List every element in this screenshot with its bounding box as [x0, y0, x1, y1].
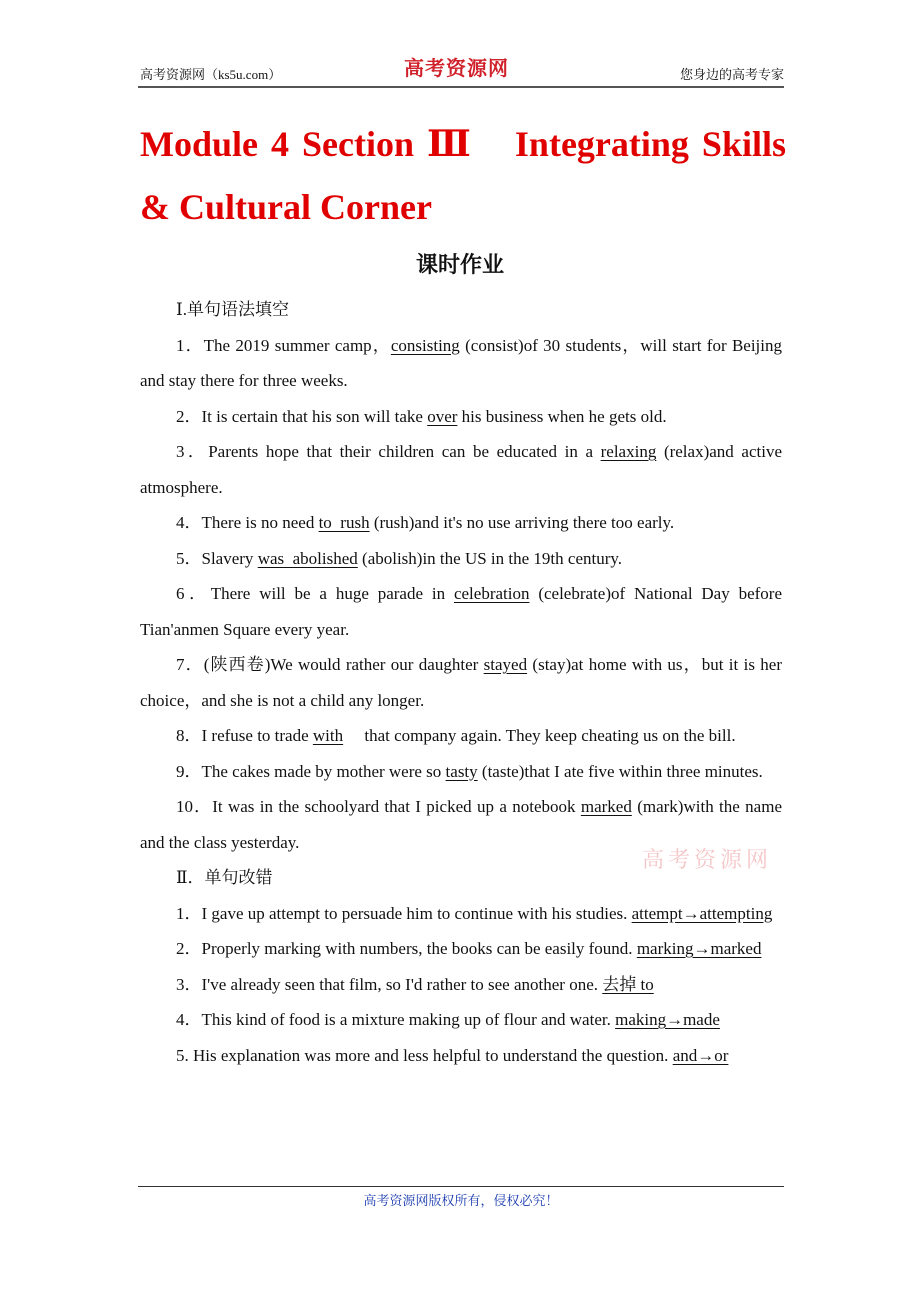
item-text: 5. His explanation was more and less helpful to understand the question. [176, 1045, 673, 1065]
exercise-item [140, 399, 782, 435]
item-answer: relaxing [600, 442, 657, 461]
item-text: 10．It was in the schoolyard that I picked up a notebook [176, 797, 581, 816]
item-answer: to rush [318, 513, 370, 532]
item-answer: marking→marked [636, 939, 762, 958]
exercise-item [140, 328, 782, 399]
item-text: 4．There is no need [176, 513, 319, 532]
item-answer: was abolished [257, 548, 358, 568]
item-text: 1．The 2019 summer camp， [176, 335, 391, 355]
section-2-items [140, 896, 782, 1074]
exercise-body [140, 292, 782, 1073]
item-text: (stay)at home with us，but it is her choice，and she is not a child any longer. [140, 655, 782, 710]
exercise-item [140, 754, 782, 790]
item-answer: 去掉 to [602, 974, 654, 994]
exercise-item [140, 541, 782, 577]
item-text: 5．Slavery [176, 548, 258, 568]
exercise-item [140, 931, 782, 967]
item-answer: celebration [453, 584, 530, 603]
item-text: 7．(陕西卷)We would rather our daughter [176, 655, 484, 674]
exercise-item [140, 505, 782, 541]
item-text: 4．This kind of food is a mixture making up of flour and water. [176, 1010, 616, 1029]
exercise-item [140, 967, 782, 1003]
item-text: (relax)and active atmosphere. [140, 442, 782, 497]
item-answer: with [312, 726, 344, 745]
exercise-item [140, 718, 782, 754]
item-text: 9．The cakes made by mother were so [176, 761, 446, 781]
item-answer: making→made [615, 1010, 720, 1029]
item-text: 2．Properly marking with numbers, the books can be easily found. [176, 939, 637, 958]
item-text: 3．Parents hope that their children can be educated in a [176, 442, 601, 461]
section-1-heading: Ⅰ.单句语法填空 [176, 300, 289, 319]
item-answer: over [427, 406, 458, 426]
page-header [138, 58, 784, 88]
item-text: 3．I've already seen that film, so I'd rather to see another one. [176, 974, 603, 994]
item-text: (mark)with the name and the class yesterday. [140, 797, 782, 852]
section-1-items [140, 328, 782, 861]
item-answer: tasty [445, 761, 478, 781]
exercise-item [140, 647, 782, 718]
item-text: (taste)that I ate five within three minutes. [477, 761, 763, 781]
exercise-item [140, 1002, 782, 1038]
exercise-item [140, 1038, 782, 1074]
title-line-1: Module 4 Section Ⅲ Integrating Skills [140, 124, 786, 164]
item-text: 1．I gave up attempt to persuade him to continue with his studies. [176, 903, 632, 923]
item-answer: attempt→attempting [631, 903, 773, 923]
header-logo: 高考资源网 [404, 58, 509, 80]
header-slogan: 您身边的高考专家 [679, 67, 784, 82]
item-text: (rush)and it's no use arriving there too early. [369, 513, 675, 532]
item-text: (celebrate)of National Day before Tian'anmen Square every year. [140, 584, 782, 639]
item-text: his business when he gets old. [457, 406, 667, 426]
item-answer: consisting [390, 335, 460, 355]
exercise-item [140, 896, 782, 932]
item-answer: and→or [672, 1045, 729, 1065]
item-answer: marked [580, 797, 632, 816]
item-answer: stayed [483, 655, 528, 674]
item-text: that company again. They keep cheating us on the bill. [343, 726, 736, 745]
item-text: (consist)of 30 students，will start for Beijing and stay there for three weeks. [140, 335, 782, 390]
page-footer: 高考资源网版权所有，侵权必究！ [138, 1186, 784, 1209]
subtitle: 课时作业 [415, 252, 504, 277]
exercise-item [140, 576, 782, 647]
title-line-2: & Cultural Corner [140, 187, 432, 227]
item-text: 6．There will be a huge parade in [176, 584, 454, 603]
section-2-heading: Ⅱ．单句改错 [176, 868, 273, 887]
item-text: (abolish)in the US in the 19th century. [357, 548, 623, 568]
exercise-item [140, 434, 782, 505]
item-text: 2．It is certain that his son will take [176, 406, 428, 426]
header-site-name: 高考资源网（ks5u.com） [140, 67, 282, 82]
watermark: 高考资源网 [642, 847, 773, 872]
item-text: 8．I refuse to trade [176, 726, 313, 745]
